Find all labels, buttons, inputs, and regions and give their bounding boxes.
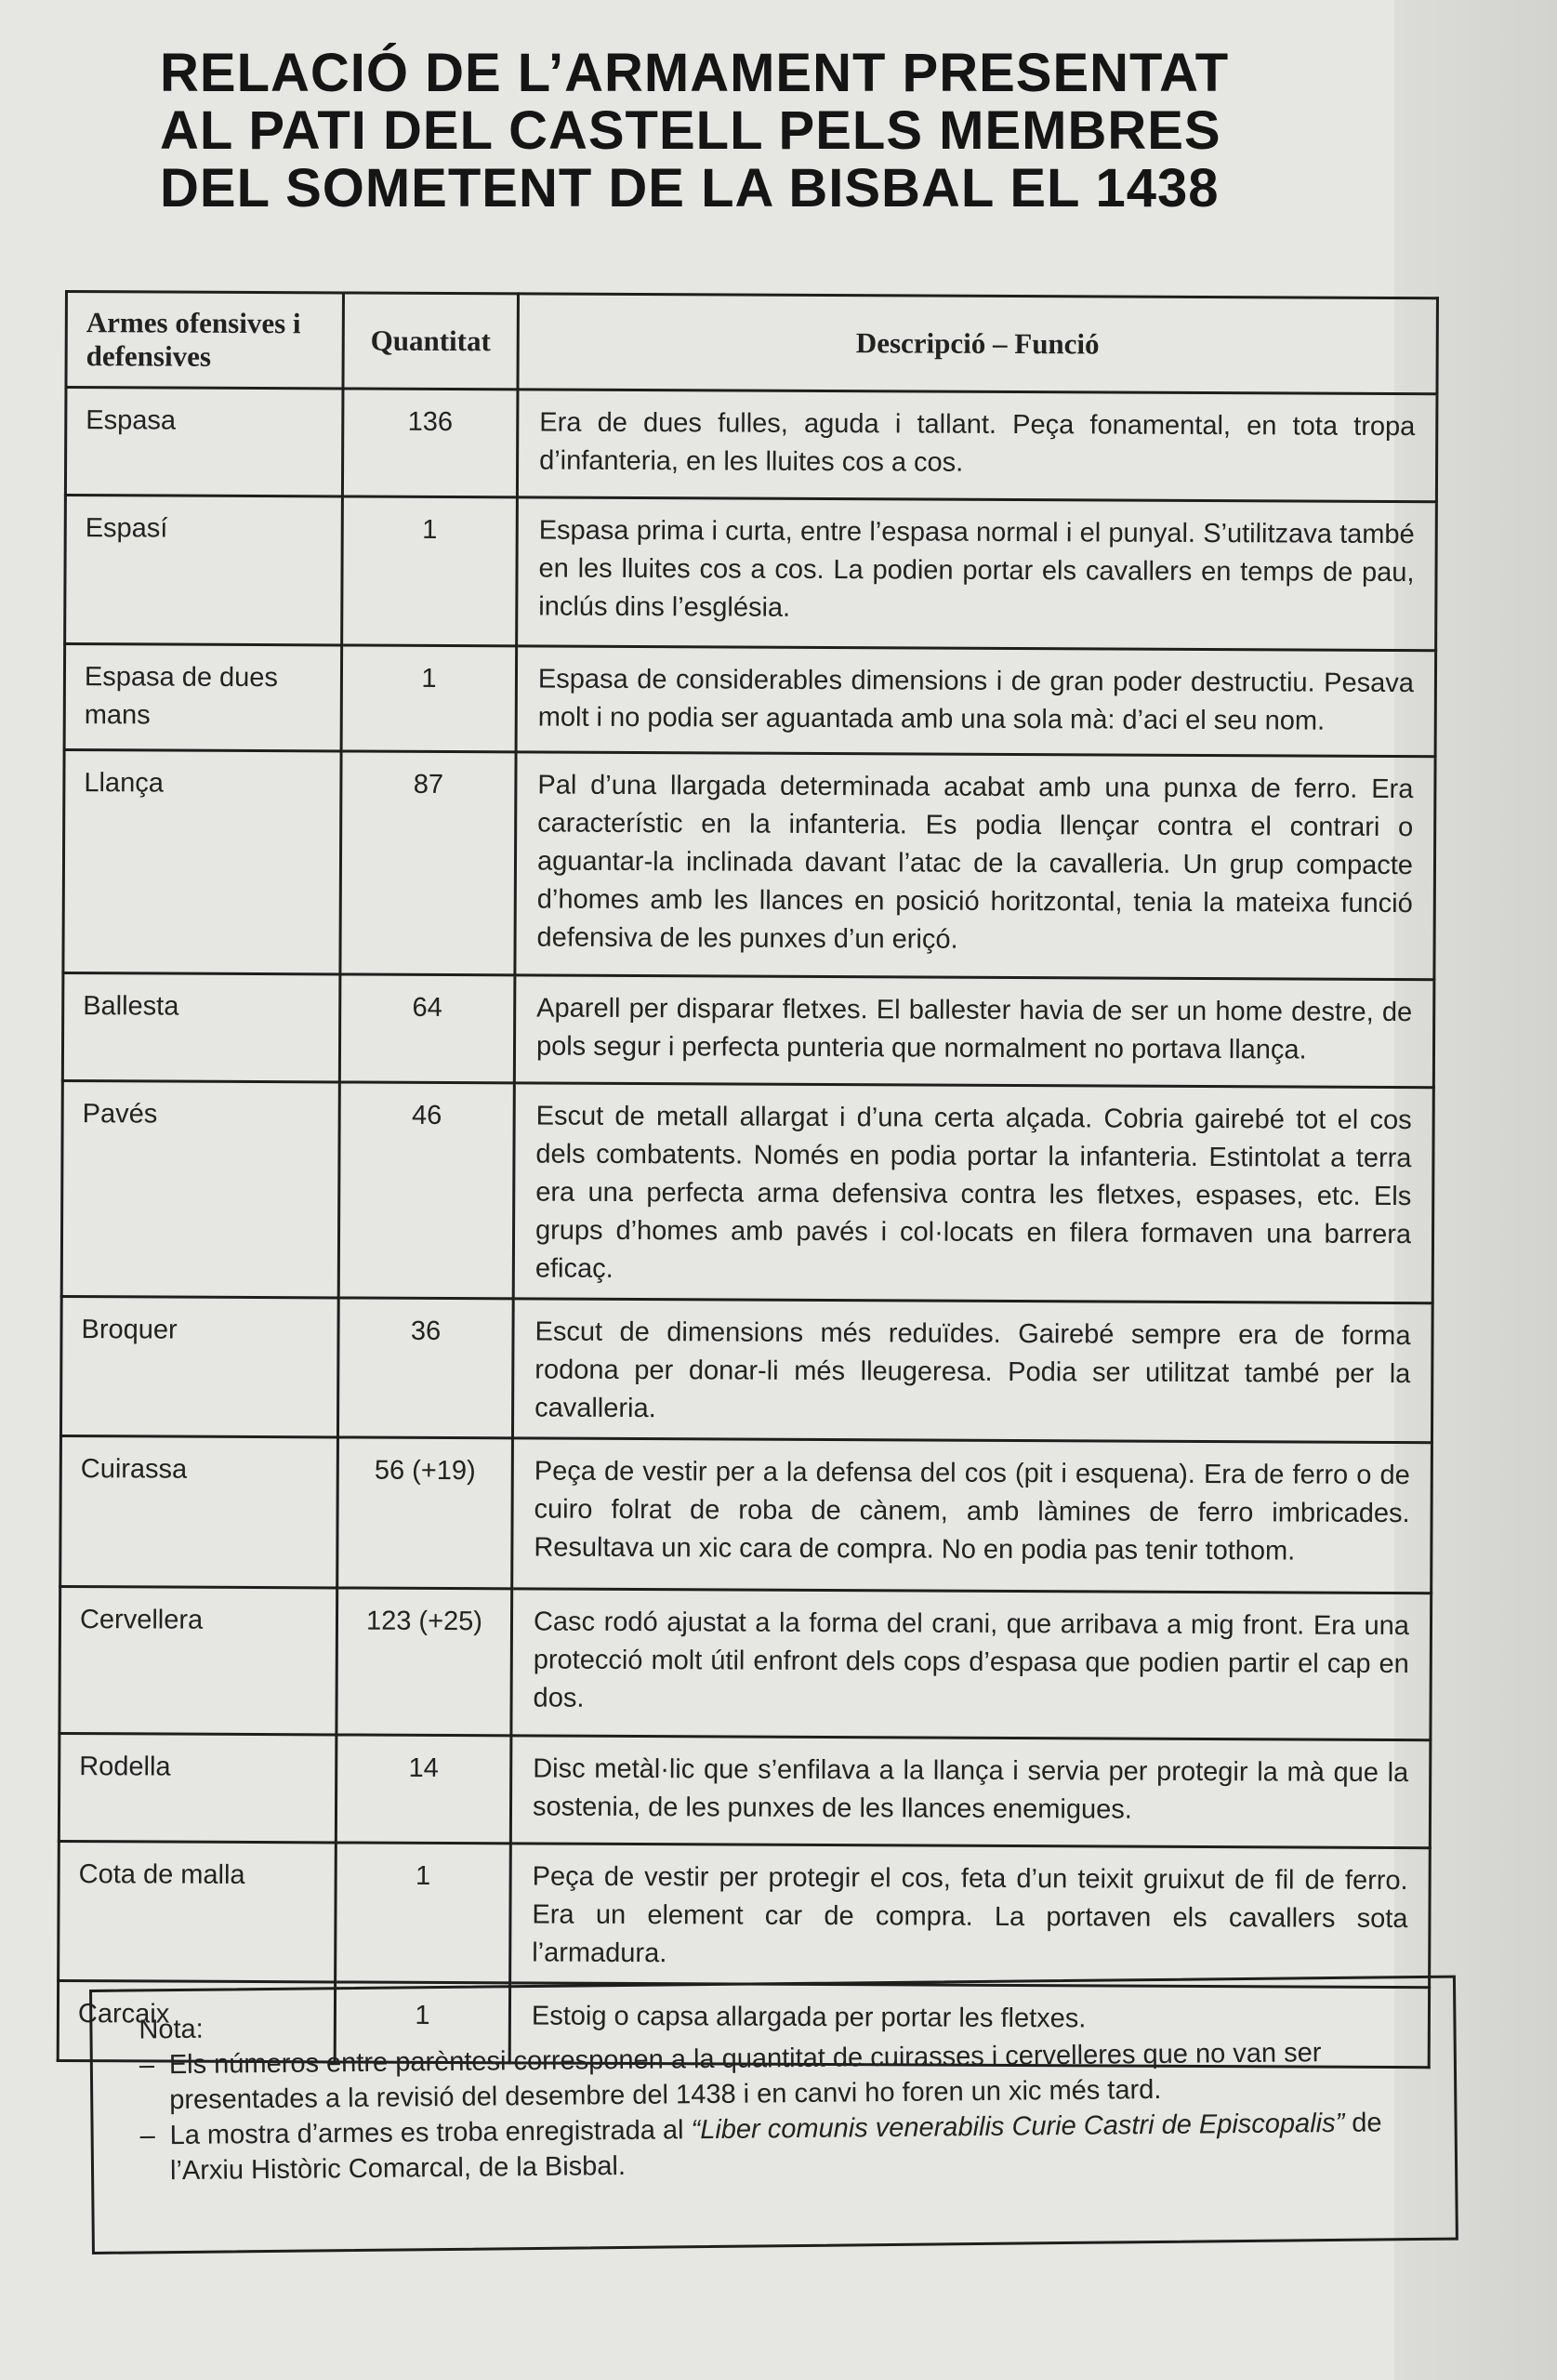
note-item-1 xyxy=(139,2034,1408,2118)
note-dash: – xyxy=(139,2121,155,2151)
quantity-cell: 14 xyxy=(336,1735,511,1844)
table-row xyxy=(65,388,1437,502)
quantity-cell: 56 (+19) xyxy=(337,1437,513,1589)
description-cell: Espasa prima i curta, entre l’espasa normal i el punyal. S’utilitzava també en les lluites cos a cos. La podien portar els cavallers en temps de pau, inclús dins l’església. xyxy=(517,497,1437,651)
weapon-name-cell: Llança xyxy=(63,750,341,974)
table-row xyxy=(59,1586,1432,1739)
quantity-cell: 64 xyxy=(339,974,515,1083)
description-cell: Peça de vestir per a la defensa del cos (pit i esquena). Era de ferro o de cuiro folrat de roba de cànem, amb làmines de ferro imbricades. Resultava un xic cara de compra. No en podia pas tenir tothom. xyxy=(512,1438,1432,1593)
weapon-name-cell: Espasí xyxy=(65,496,343,645)
title-line-1: RELACIÓ DE L’ARMAMENT PRESENTAT xyxy=(160,43,1230,103)
description-cell: Escut de metall allargat i d’una certa alçada. Cobria gairebé tot el cos dels combatents. Només en podia portar la infanteria. Estintolat a terra era una perfecta arma defensiva contra les fletxes, espases, etc. Els grups d’homes amb pavés i col·locats en filera formaven una barrera eficaç. xyxy=(513,1083,1433,1303)
table-row xyxy=(62,972,1434,1087)
quantity-cell: 1 xyxy=(335,1982,509,2063)
table-row xyxy=(65,496,1437,651)
note-item-2 xyxy=(139,2105,1408,2188)
weapon-name-cell: Cuirassa xyxy=(60,1435,338,1587)
quantity-cell: 46 xyxy=(338,1082,514,1299)
note-dash: – xyxy=(139,2050,155,2081)
title-line-3: DEL SOMETENT DE LA BISBAL EL 1438 xyxy=(160,158,1220,218)
note-item-2-text-before: La mostra d’armes es troba enregistrada al xyxy=(169,2115,692,2151)
quantity-cell: 36 xyxy=(337,1298,513,1438)
description-cell: Peça de vestir per protegir el cos, feta d’un teixit gruixut de fil de ferro. Era un element car de compra. La portaven els cavallers sota l’armadura. xyxy=(510,1844,1431,1988)
quantity-cell: 123 (+25) xyxy=(336,1588,512,1736)
description-cell: Escut de dimensions més reduïdes. Gairebé sempre era de forma rodona per donar-li més lleugeresa. Podia ser utilitzat també per la cavalleria. xyxy=(512,1299,1432,1443)
header-weapons: Armes ofensives i defensives xyxy=(66,292,343,389)
weapon-name-cell: Broquer xyxy=(60,1296,338,1436)
table-row xyxy=(64,644,1436,757)
note-item-2-source-title: “Liber comunis venerabilis Curie Castri de Episcopalis” xyxy=(691,2108,1345,2146)
weapon-name-cell: Cota de malla xyxy=(59,1841,336,1981)
description-cell: Era de dues fulles, aguda i tallant. Peça fonamental, en tota tropa d’infanteria, en les lluites cos a cos. xyxy=(517,390,1437,502)
description-cell: Aparell per disparar fletxes. El ballester havia de ser un home destre, de pols segur i perfecta punteria que normalment no portava llança. xyxy=(514,975,1434,1088)
title-line-2: AL PATI DEL CASTELL PELS MEMBRES xyxy=(160,100,1221,161)
quantity-cell: 1 xyxy=(342,496,518,646)
table-row xyxy=(59,1841,1431,1987)
description-cell: Estoig o capsa allargada per portar les fletxes. xyxy=(509,1983,1429,2068)
header-description: Descripció – Funció xyxy=(518,294,1437,394)
description-cell: Espasa de considerables dimensions i de gran poder destructiu. Pesava molt i no podia ser aguantada amb una sola mà: d’aci el seu nom. xyxy=(516,646,1436,757)
weapon-name-cell: Pavés xyxy=(61,1080,339,1297)
weapon-name-cell: Ballesta xyxy=(62,972,340,1081)
quantity-cell: 1 xyxy=(341,645,517,752)
quantity-cell: 87 xyxy=(340,751,516,975)
description-cell: Disc metàl·lic que s’enfilava a la llança i servia per protegir la mà que la sostenia, de les punxes de les llances enemigues. xyxy=(510,1736,1431,1848)
table-row xyxy=(59,1733,1431,1847)
weapon-name-cell: Carcaix xyxy=(58,1980,335,2061)
weapon-name-cell: Espasa de dues mans xyxy=(64,644,342,751)
table-row xyxy=(60,1435,1432,1593)
note-box xyxy=(89,1976,1458,2254)
note-item-1-text: Els números entre parèntesi corresponen a la quantitat de cuirasses i cervelleres que no van ser presentades a la revisió del desembre del 1438 i en canvi ho foren un xic més tard. xyxy=(168,2038,1322,2116)
description-cell: Casc rodó ajustat a la forma del crani, que arribava a mig front. Era una protecció molt útil enfront dels cops d’espasa que podien partir el cap en dos. xyxy=(511,1589,1432,1740)
quantity-cell: 136 xyxy=(342,389,518,497)
weapon-name-cell: Espasa xyxy=(65,388,343,496)
header-quantity: Quantitat xyxy=(343,293,519,390)
table-row xyxy=(63,750,1435,980)
note-item-2-text-after: de l’Arxiu Històric Comarcal, de la Bisbal. xyxy=(169,2108,1382,2187)
table-header-row xyxy=(66,292,1437,394)
table-row xyxy=(61,1080,1433,1302)
page-title xyxy=(160,45,1368,218)
weapon-name-cell: Cervellera xyxy=(59,1586,337,1734)
weapon-name-cell: Rodella xyxy=(59,1733,336,1842)
table-row xyxy=(60,1296,1432,1442)
table-body xyxy=(58,388,1437,2068)
quantity-cell: 1 xyxy=(336,1843,511,1983)
description-cell: Pal d’una llargada determinada acabat amb una punxa de ferro. Era característic en la infanteria. Es podia llençar contra el contrari o aguantar-la inclinada davant l’atac de la cavalleria. Un grup compacte d’homes amb les llances en posició horitzontal, tenia la mateixa funció defensiva de les punxes d’un eriçó. xyxy=(515,752,1435,980)
armament-table xyxy=(57,290,1439,2069)
note-label: Nota: xyxy=(139,2014,204,2045)
